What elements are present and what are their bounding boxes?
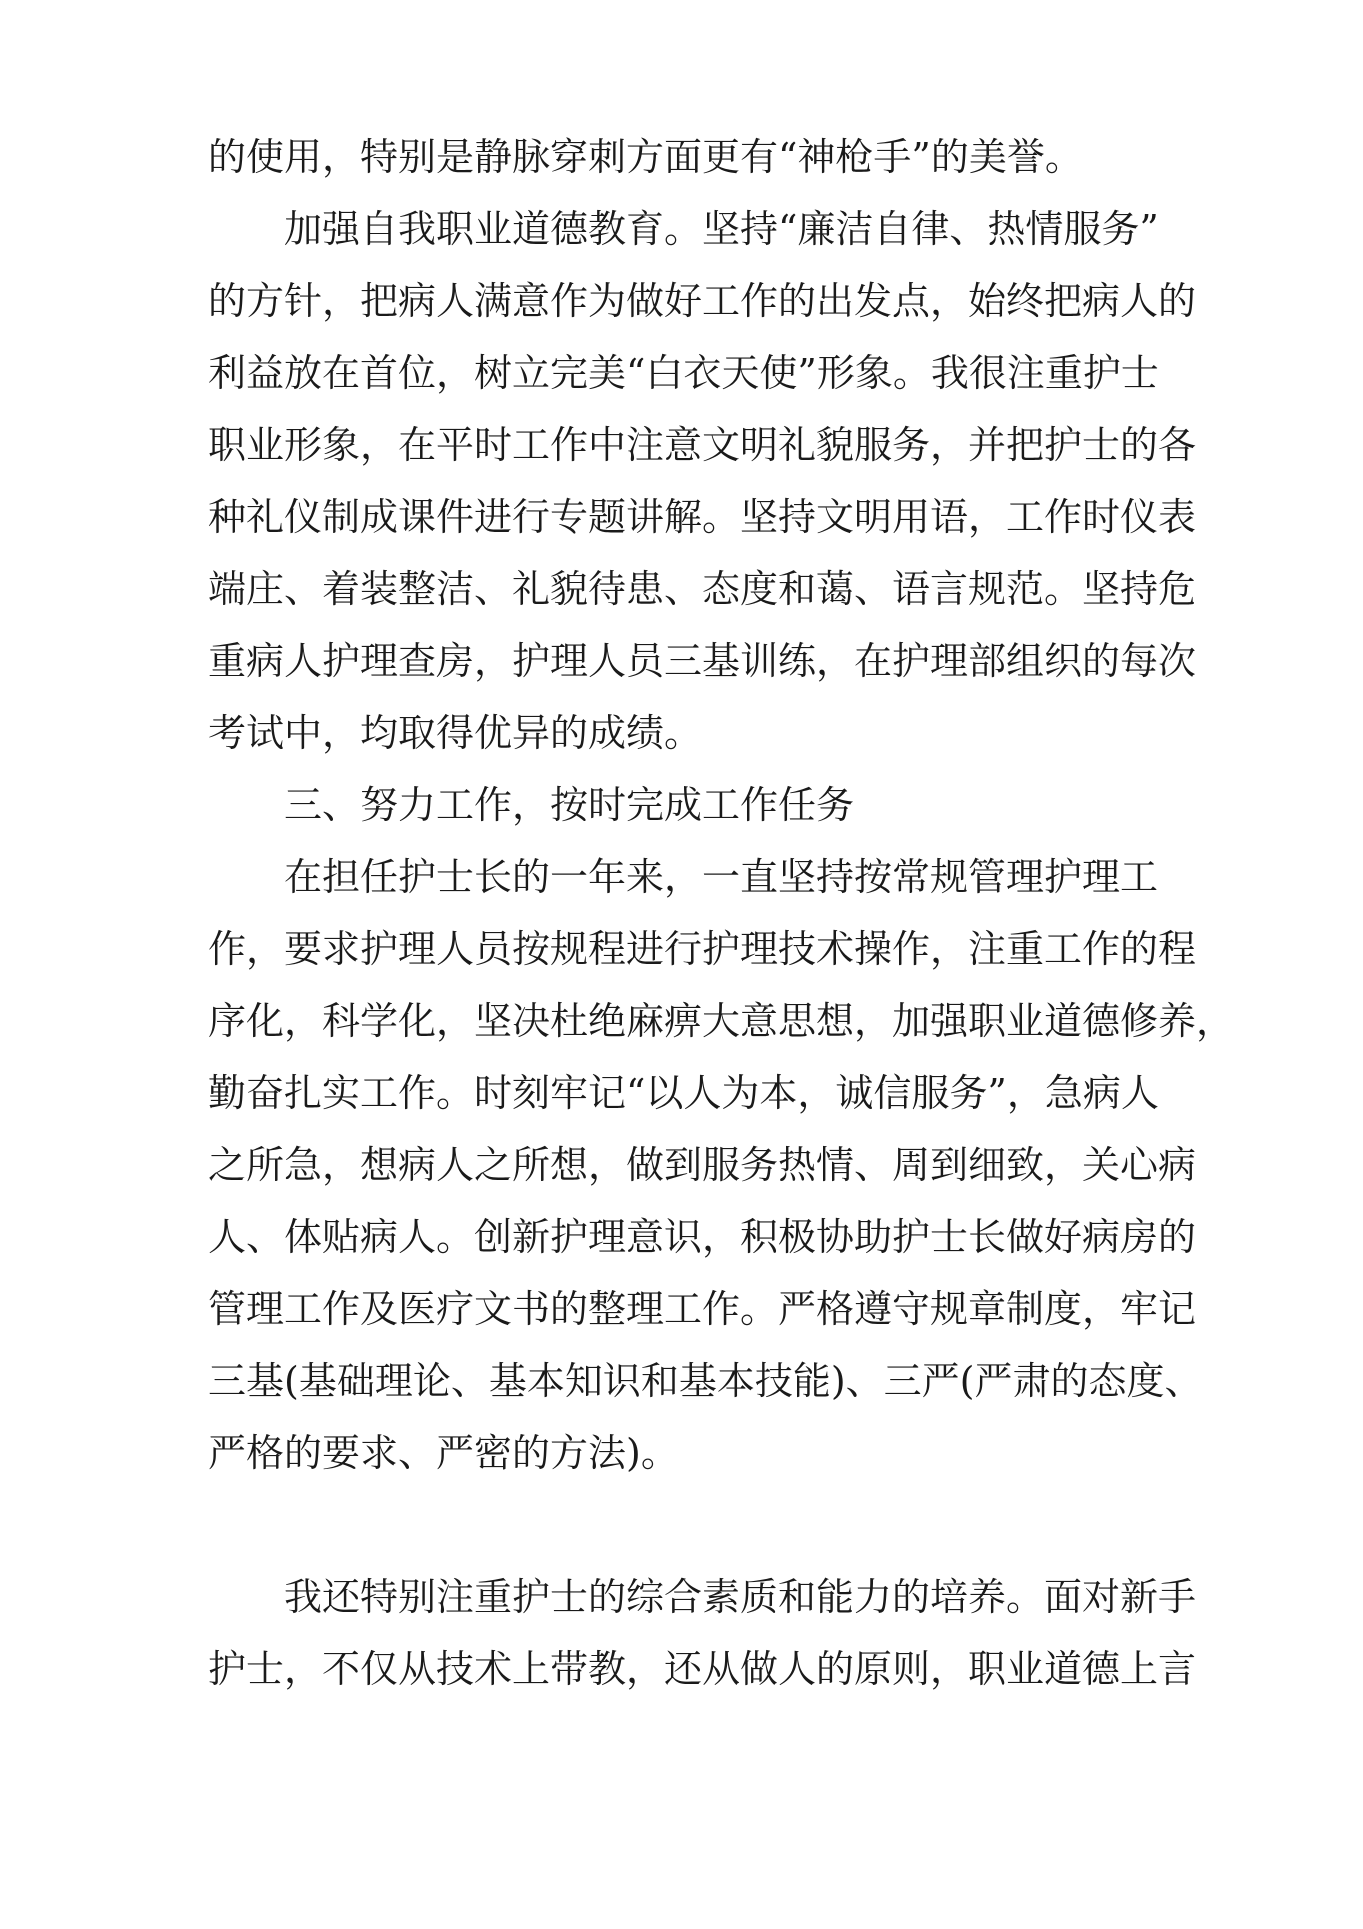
text-line: 严格的要求、严密的方法)。 [208, 1431, 679, 1475]
text-line: 端庄、着装整洁、礼貌待患、态度和蔼、语言规范。坚持危 [208, 567, 1197, 611]
paragraph-start-line: 在担任护士长的一年来，一直坚持按常规管理护理工 [284, 855, 1159, 899]
text-line: 利益放在首位，树立完美“白衣天使”形象。我很注重护士 [208, 351, 1159, 395]
text-line: 的方针，把病人满意作为做好工作的出发点，始终把病人的 [208, 279, 1197, 323]
section-heading: 三、努力工作，按时完成工作任务 [284, 783, 855, 827]
text-line: 护士，不仅从技术上带教，还从做人的原则，职业道德上言 [208, 1647, 1197, 1691]
text-line: 考试中，均取得优异的成绩。 [208, 711, 703, 755]
text-line: 管理工作及医疗文书的整理工作。严格遵守规章制度，牢记 [208, 1287, 1197, 1331]
document-body [208, 121, 1235, 1705]
text-line: 职业形象，在平时工作中注意文明礼貌服务，并把护士的各 [208, 423, 1197, 467]
text-line: 的使用，特别是静脉穿刺方面更有“神枪手”的美誉。 [208, 135, 1083, 179]
text-line: 序化，科学化，坚决杜绝麻痹大意思想，加强职业道德修养， [208, 999, 1235, 1043]
text-line: 重病人护理查房，护理人员三基训练，在护理部组织的每次 [208, 639, 1197, 683]
paragraph-gap [208, 1489, 1168, 1561]
text-line: 三基(基础理论、基本知识和基本技能)、三严(严肃的态度、 [208, 1359, 1203, 1403]
paragraph-start-line: 加强自我职业道德教育。坚持“廉洁自律、热情服务” [284, 207, 1159, 251]
text-line: 人、体贴病人。创新护理意识，积极协助护士长做好病房的 [208, 1215, 1197, 1259]
text-line: 勤奋扎实工作。时刻牢记“以人为本，诚信服务”，急病人 [208, 1071, 1159, 1115]
text-line: 作，要求护理人员按规程进行护理技术操作，注重工作的程 [208, 927, 1197, 971]
text-line: 种礼仪制成课件进行专题讲解。坚持文明用语，工作时仪表 [208, 495, 1197, 539]
paragraph-start-line: 我还特别注重护士的综合素质和能力的培养。面对新手 [284, 1575, 1197, 1619]
text-line: 之所急，想病人之所想，做到服务热情、周到细致，关心病 [208, 1143, 1197, 1187]
